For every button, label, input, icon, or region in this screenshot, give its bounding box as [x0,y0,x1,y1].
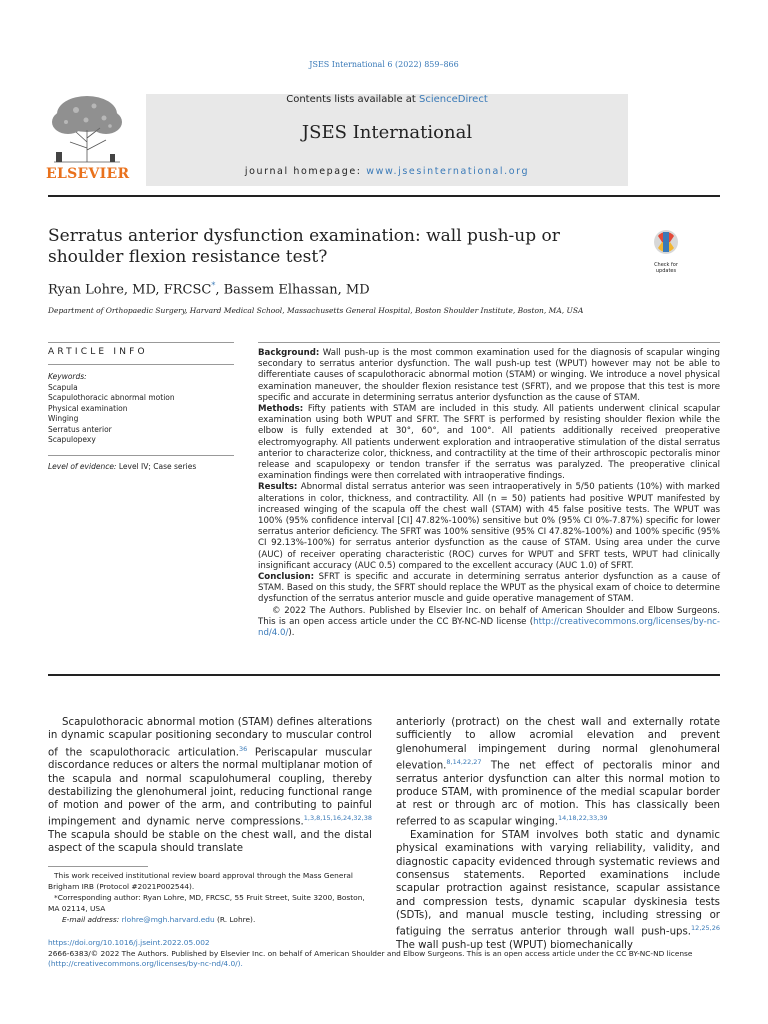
email-footnote [48,915,372,926]
keyword-item: Winging [48,414,79,423]
background-label: Background: [258,348,320,358]
contents-prefix: Contents lists available at [286,94,416,105]
email-link[interactable]: rlohre@mgh.harvard.edu [121,915,215,924]
background-text: Wall push-up is the most common examination used for the diagnosis of scapular winging secondary to serratus anterior dysfunction. The wall push-up test (WPUT) however may not be able to differentiate causes of scapulothoracic abnormal motion (STAM) or winging. We introduce a novel physical examination maneuver, the shoulder flexion resistance test (SFRT), and we propose that this test is more specific and accurate in determining serratus anterior dysfunction as the cause of STAM. [258,348,720,403]
methods-label: Methods: [258,404,304,415]
article-title: Serratus anterior dysfunction examination: wall push-up or shoulder flexion resistance test? [48,226,560,267]
journal-homepage [146,166,628,177]
body-text: Examination for STAM involves both static and dynamic physical examinations with varying reliability, validity, and diagnostic capacity evidenced through systematic reviews and consensus statements. Reported examinations include scapular protraction against resistance, scapular assistance and compression tests, dynamic scapular dyskinesia tests (SDTs), and manual muscle testing, including stressing or fatiguing the serratus anterior through wall push-ups. [396,830,720,938]
reference-link[interactable]: 36 [238,744,248,753]
level-label: Level of evidence: [48,462,117,471]
header-rule [48,195,720,197]
keyword-item: Physical examination [48,403,128,413]
abstract-rule [258,342,720,343]
body-text: anteriorly (protract) on the chest wall and externally rotate sufficiently to allow acromial elevation and prevent glenohumeral impingement during normal glenohumeral elevation. [396,717,720,772]
author-lohre[interactable]: Ryan Lohre, MD, FRCSC [48,282,212,298]
body-text: Scapulothoracic abnormal motion (STAM) defines alterations in dynamic scapular positioning secondary to muscular control of the scapulothoracic articulation. [48,717,372,758]
level-of-evidence [48,462,196,471]
irb-footnote: This work received institutional review board approval through the Mass General Brigham IRB (Protocol #2021P002544). [48,871,353,891]
footnotes [48,871,372,927]
keyword-item: Serratus anterior [48,424,112,434]
body-text: The scapula should be stable on the chest wall, and the distal aspect of the scapula should translate [48,830,372,855]
body-column-left [48,716,372,856]
body-text: The net effect of pectoralis minor and serratus anterior dysfunction can alter this normal motion to produce STAM, with prominence of the medial scapular border at rest or through arc of motion. This has classically been referred to as scapular winging. [396,760,720,828]
issn-license: 2666-6383/© 2022 The Authors. Published by Elsevier Inc. on behalf of American Shoulder and Elbow Surgeons. This is an open access article under the CC BY-NC-ND license [48,948,693,958]
abstract-bottom-rule [48,674,720,676]
footer-license-link[interactable]: (http://creativecommons.org/licenses/by-nc-nd/4.0/). [48,959,243,968]
keyword-item: Scapulopexy [48,435,96,444]
journal-title: JSES International [301,122,473,143]
crossmark-label: Check for updates [654,262,678,274]
copyright-text: © 2022 The Authors. Published by Elsevier Inc. on behalf of American Shoulder and Elbow Surgeons. This is an open access article under the CC BY-NC-ND license ( [258,605,720,627]
copyright-end: ). [288,628,295,639]
affiliation: Department of Orthopaedic Surgery, Harvard Medical School, Massachusetts General Hospital, Boston Shoulder Institute, Boston, MA, USA [48,306,584,315]
article-info-rule-3 [48,455,234,456]
license-link[interactable]: http://creativecommons.org/licenses/by-nc-nd/4.0/ [258,616,720,639]
corresponding-footnote: *Corresponding author: Ryan Lohre, MD, FRCSC, 55 Fruit Street, Suite 3200, Boston, MA 02114, USA [48,893,365,913]
journal-citation[interactable]: JSES International 6 (2022) 859–866 [309,60,459,69]
article-info-rule-2 [48,364,234,365]
intro-paragraph-cont [396,716,720,829]
reference-link[interactable]: 14,18,22,33,39 [557,814,608,823]
exam-paragraph [396,829,720,952]
body-column-right [396,716,720,952]
email-suffix: (R. Lohre). [214,915,256,924]
keyword-item: Scapula [48,382,78,392]
check-for-updates-badge[interactable] [646,228,686,274]
keywords-label: Keywords: [48,372,87,381]
body-text: Periscapular muscular discordance reduces or alters the normal multiplanar motion of the scapula and normal scapulohumeral coupling, thereby destabilizing the glenohumeral joint, reducing functional range of motion and power of the arm, and contributing to painful impingement and dynamic nerve compressions. [48,746,372,828]
body-text: The wall push-up test (WPUT) biomechanically [396,939,633,951]
methods-text: Fifty patients with STAM are included in this study. All patients underwent clinical scapular examination using both WPUT and SFRT. The SFRT is performed by resisting shoulder flexion while the elbow is fully extended at 30°, 60°, and 100°. All patients additionally received preoperative electromyography. All patients underwent exploration and intraoperative stimulation of the distal serratus anterior to characterize color, thickness, and contractility at the time of their arthroscopic pectoralis minor release and scapulopexy or tendon transfer if the serratus was paralyzed. The preoperative clinical examination findings were then correlated with intraoperative findings. [258,404,720,482]
doi-link[interactable]: https://doi.org/10.1016/j.jseint.2022.05.002 [48,938,210,947]
page-footer [48,938,720,970]
results-text: Abnormal distal serratus anterior was seen intraoperatively in 5/50 patients (10%) with marked alterations in color, thickness, and contractility. All (n = 50) patients had positive WPUT manifested by increased winging of the scapula off the chest wall (STAM) with 45 false positive tests. The WPUT was 100% (95% confidence interval [CI] 47.82%-100%) sensitive but 0% (95% CI 0%-7.87%) specific for lower serratus anterior deficiency. The SFRT was 100% sensitive (95% CI 47.82%-100%) and 100% specific (95% CI 92.13%-100%) for serratus anterior dysfunction as the cause of STAM. Using area under the curve (AUC) of receiver operating characteristic (ROC) curves for WPUT and SFRT tests, WPUT had clinically insignificant accuracy (AUC 0.5) compared to the excellent accuracy (AUC 1.0) of SFRT. [258,482,720,571]
corresponding-mark[interactable]: * [211,281,216,290]
author-list [48,281,370,297]
elsevier-wordmark: ELSEVIER [46,166,130,182]
conclusion-label: Conclusion: [258,572,315,583]
copyright-notice [258,606,720,640]
conclusion-text: SFRT is specific and accurate in determining serratus anterior dysfunction as a cause of STAM. Based on this study, the SFRT should replace the WPUT as the physical exam of choice to determine dysfunction of the serratus anterior muscle and guide operative management of STAM. [258,572,720,605]
level-value: Level IV; Case series [116,462,197,471]
homepage-prefix: journal homepage: [244,166,362,177]
email-label: E-mail address: [62,915,120,924]
sciencedirect-link[interactable]: ScienceDirect [419,94,488,105]
reference-link[interactable]: 1,3,8,15,16,24,32,38 [303,814,372,823]
footnote-rule [48,866,148,867]
article-info-heading: ARTICLE INFO [48,347,148,357]
intro-paragraph [48,716,372,856]
reference-link[interactable]: 8,14,22,27 [446,757,482,766]
keywords-block [48,372,234,446]
article-info-rule [48,342,234,343]
reference-link[interactable]: 12,25,26 [691,924,720,933]
author-elhassan[interactable]: , Bassem Elhassan, MD [215,282,370,298]
crossmark-icon [646,228,686,258]
keyword-item: Scapulothoracic abnormal motion [48,393,175,402]
contents-line [146,94,628,105]
abstract [258,348,720,639]
homepage-link[interactable]: www.jsesinternational.org [366,166,530,177]
results-label: Results: [258,482,298,493]
